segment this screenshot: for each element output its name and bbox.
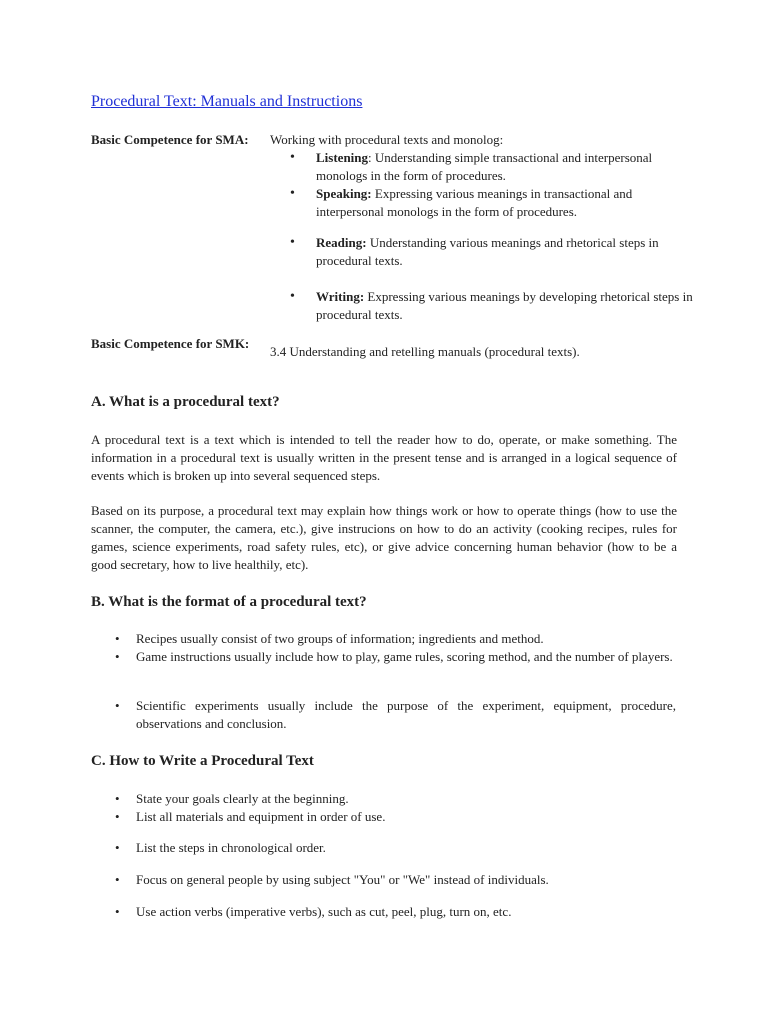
- skill-description: Understanding simple transactional and interpersonal monologs in the form of procedures.: [316, 150, 653, 183]
- list-item-speaking: [290, 185, 696, 221]
- skill-term: Listening: [316, 150, 369, 165]
- skill-term: Writing:: [316, 289, 365, 304]
- section-a-paragraph-2: Based on its purpose, a procedural text may explain how things work or how to operate things (how to use the scanner, the computer, the camera, etc.), give instrucions on how to do an activity (cooking recipes, rules for games, science experiments, road safety rules, etc), or give advice concerning human behavior (how to be a good secretary, how to live healthily, etc).: [91, 503, 677, 572]
- skill-term: Reading:: [316, 235, 367, 250]
- skill-description: Expressing various meanings in transactional and interpersonal monologs in the form of procedures.: [316, 186, 633, 219]
- skill-term: Speaking:: [316, 186, 372, 201]
- list-item: • Use action verbs (imperative verbs), such as cut, peel, plug, turn on, etc.: [115, 903, 676, 921]
- list-item: • Recipes usually consist of two groups of information; ingredients and method.: [115, 630, 676, 648]
- sma-competence-intro: Working with procedural texts and monolog:: [270, 132, 504, 147]
- sma-competence-label: Basic Competence for SMA:: [91, 132, 249, 147]
- list-item: • State your goals clearly at the beginning.: [115, 790, 676, 808]
- smk-competence-label: Basic Competence for SMK:: [91, 336, 250, 351]
- list-item: • Scientific experiments usually include the purpose of the experiment, equipment, procedure, observations and conclusion.: [115, 697, 676, 733]
- section-c-heading: C. How to Write a Procedural Text: [91, 753, 314, 769]
- list-item: • Focus on general people by using subject "You" or "We" instead of individuals.: [115, 871, 676, 889]
- section-b-heading: B. What is the format of a procedural text?: [91, 594, 367, 610]
- list-item: • Game instructions usually include how to play, game rules, scoring method, and the number of players.: [115, 648, 676, 666]
- page-title[interactable]: Procedural Text: Manuals and Instructions: [91, 93, 363, 110]
- skill-description: Understanding various meanings and rhetorical steps in procedural texts.: [316, 235, 659, 268]
- list-item: • List all materials and equipment in order of use.: [115, 808, 676, 826]
- skill-description: Expressing various meanings by developing rhetorical steps in procedural texts.: [316, 289, 693, 322]
- smk-competence-value: 3.4 Understanding and retelling manuals (procedural texts).: [270, 344, 580, 359]
- list-item-reading: [290, 234, 696, 270]
- list-item-listening: • Listening: Understanding simple transactional and interpersonal monologs in the form of procedures.: [290, 149, 696, 185]
- section-a-paragraph-1: A procedural text is a text which is intended to tell the reader how to do, operate, or make something. The information in a procedural text is usually written in the present tense and is arranged in a logical sequence of events which is broken up into several sequenced steps.: [91, 432, 677, 483]
- section-a-heading: A. What is a procedural text?: [91, 394, 280, 410]
- list-item-writing: [290, 288, 696, 324]
- list-item: • List the steps in chronological order.: [115, 839, 676, 857]
